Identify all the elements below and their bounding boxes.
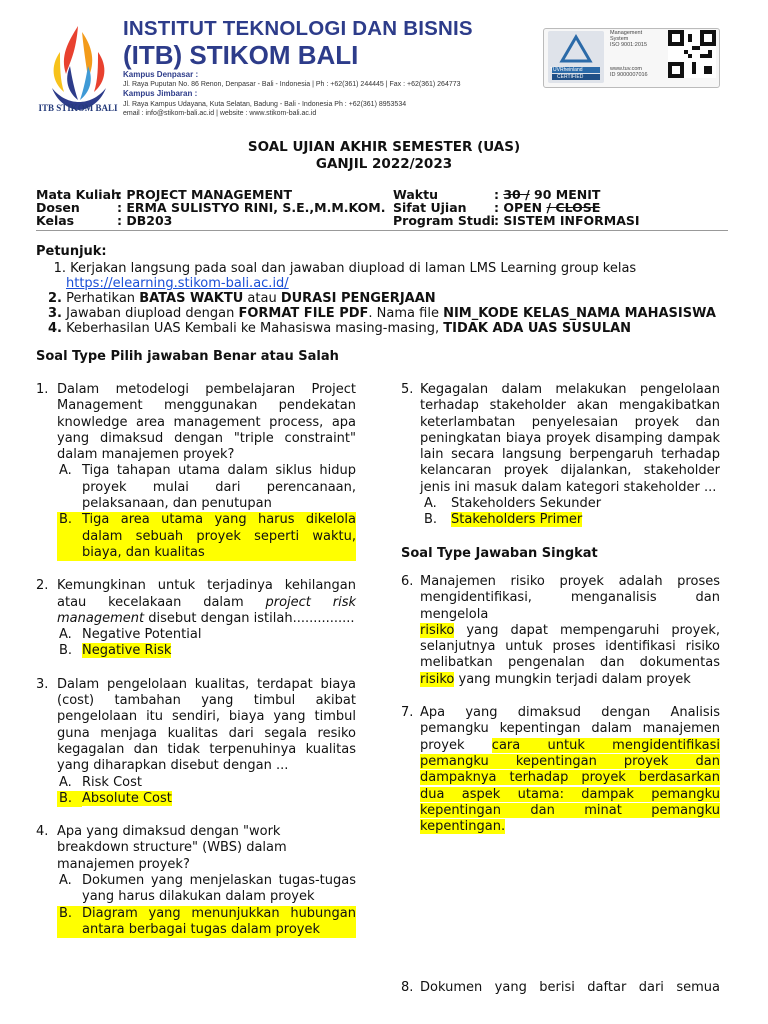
campus1-address: Jl. Raya Puputan No. 86 Renon, Denpasar - Bali - Indonesia | Ph : +62(361) 244445 | Fax : +62(361) 264773 [123, 81, 461, 89]
section-true-false-heading: Soal Type Pilih jawaban Benar atau Salah [36, 349, 339, 364]
instruction-1 [36, 261, 736, 276]
q2-option-a-label: A. [59, 627, 72, 643]
instruction-3-a: Jawaban diupload dengan [66, 306, 239, 321]
q2-option-b-label: B. [59, 643, 73, 659]
instruction-2 [36, 291, 736, 306]
instruction-4-a: Keberhasilan UAS Kembali ke Mahasiswa masing-masing, [66, 321, 444, 336]
cert-line2: System [610, 36, 629, 43]
instruction-4-b: TIDAK ADA UAS SUSULAN [443, 321, 632, 336]
instruction-2-a: Perhatikan [66, 291, 140, 306]
cert-site-info [610, 66, 648, 78]
cert-line1: Management [610, 30, 643, 36]
q4-option-b [57, 906, 356, 939]
instruction-2-c: atau [243, 291, 281, 306]
q5-text: Kegagalan dalam melakukan pengelolaan terhadap stakeholder akan mengakibatkan keterlambatan penyelesaian proyek dan peningkatan biaya proyek disamping dampak lain secara langsung berpengaruh terhadap kelancaran proyek dijalankan, stakeholder jenis ini masuk dalam kategori stakeholder ... [420, 382, 720, 495]
course-label: Mata Kuliah [36, 187, 120, 202]
q5-number: 5. [401, 382, 414, 397]
q7-text [420, 705, 720, 835]
q6-highlight-1: risiko [420, 622, 455, 638]
institution-name-line1: INSTITUT TEKNOLOGI DAN BISNIS [123, 17, 473, 40]
q3-option-b-label: B. [57, 791, 82, 807]
q2-text [57, 578, 356, 627]
q4-text: Apa yang dimaksud dengan "work breakdown structure" (WBS) dalam manajemen proyek? [57, 824, 287, 872]
right-column [401, 382, 720, 835]
q2-option-b-text: Negative Risk [82, 643, 172, 659]
tuv-certified-text: CERTIFIED [557, 74, 584, 80]
instruction-2-d: DURASI PENGERJAAN [280, 291, 436, 306]
q3-option-a-label: A. [59, 774, 72, 790]
q3-number: 3. [36, 676, 49, 692]
instruction-4 [36, 321, 736, 336]
q1-option-a [57, 463, 356, 512]
q5-option-a-text: Stakeholders Sekunder [451, 496, 602, 512]
instruction-3-num: 3. [48, 306, 62, 321]
instruction-3-d: NIM_KODE KELAS_NAMA MAHASISWA [443, 306, 716, 321]
instruction-1-text: Kerjakan langsung pada soal dan jawaban diupload di laman LMS Learning group kelas [70, 261, 637, 276]
instruction-1-num: 1. [53, 261, 66, 276]
campus2-label: Kampus Jimbaran : [123, 89, 198, 99]
q1-text: Dalam metodelogi pembelajaran Project Management menggunakan pendekatan knowledge area management process, apa yang dimaksud dengan "triple constraint" dalam manajemen proyek? [57, 382, 356, 463]
q1-option-a-text: Tiga tahapan utama dalam siklus hidup proyek mulai dari perencanaan, pelaksanaan, dan penutupan [82, 463, 356, 512]
tuv-badge-text: TÜVRheinland [550, 67, 583, 73]
nature-value: : OPEN [494, 200, 547, 215]
lecturer-label: Dosen [36, 200, 80, 215]
q4-option-a [57, 873, 356, 906]
q2-text-a: Kemungkinan untuk terjadinya kehilangan atau kecelakaan dalam [57, 578, 356, 610]
q7-number: 7. [401, 705, 414, 721]
program-label: Program Studi [393, 213, 495, 228]
q3-option-a-text: Risk Cost [82, 774, 142, 790]
q4-option-b-label: B. [57, 906, 82, 939]
nature-struck: / CLOSE [546, 200, 601, 215]
q5-option-b-label: B. [424, 512, 438, 528]
question-1 [36, 382, 356, 561]
instruction-3-c: . Nama file [368, 306, 444, 321]
instructions-heading: Petunjuk: [36, 244, 107, 259]
q2-option-b [57, 643, 356, 659]
q4-number: 4. [36, 824, 49, 840]
q1-option-b-text: Tiga area utama yang harus dikelola dalam sebuah proyek seperti waktu, biaya, dan kualitas [82, 512, 356, 560]
q2-number: 2. [36, 578, 49, 594]
cert-id: ID 9000007016 [610, 72, 648, 79]
q6-text-c: yang dapat mempengaruhi proyek, selanjutnya untuk proses identifikasi risiko melibatkan pengenalan dan dokumentas [420, 622, 720, 671]
time-value: 90 MENIT [529, 187, 601, 202]
instructions-list [36, 261, 736, 336]
question-2 [36, 578, 356, 659]
contact-info: email : info@stikom-bali.ac.id | website : www.stikom-bali.ac.id [123, 109, 317, 117]
instruction-2-num: 2. [48, 291, 62, 306]
class-value: : DB203 [117, 213, 173, 228]
instruction-2-b: BATAS WAKTU [139, 291, 244, 306]
section-short-answer-heading: Soal Type Jawaban Singkat [401, 545, 598, 561]
q3-text: Dalam pengelolaan kualitas, terdapat biaya (cost) tambahan yang timbul akibat pengelolaan itu sendiri, biaya yang timbul guna menjaga kualitas dari segala resiko kegagalan dan tidak terpenuhinya kualitas yang diharapkan disebut dengan ... [57, 676, 356, 774]
q1-option-a-label: A. [59, 463, 72, 479]
question-5 [401, 382, 720, 529]
q5-option-b [420, 512, 720, 528]
question-4 [36, 824, 356, 938]
instruction-3-b: FORMAT FILE PDF [238, 306, 369, 321]
q2-text-b: disebut dengan istilah............... [144, 610, 355, 626]
q3-option-a [57, 775, 356, 791]
q5-option-a [420, 496, 720, 512]
q5-option-b-text: Stakeholders Primer [451, 512, 583, 528]
time-struck: 30 / [503, 187, 530, 202]
question-6 [401, 574, 720, 688]
time-prefix: : [494, 187, 504, 202]
q8-text: Dokumen yang berisi daftar dari semua [420, 980, 720, 995]
q5-option-a-label: A. [424, 496, 437, 512]
question-7 [401, 705, 720, 835]
elearning-link[interactable]: https://elearning.stikom-bali.ac.id/ [66, 276, 289, 291]
q6-text-a: Manajemen risiko proyek adalah proses mengidentifikasi, menganalisis dan mengelola [420, 573, 720, 622]
q4-option-a-text: Dokumen yang menjelaskan tugas-tugas yang harus dilakukan dalam proyek [82, 873, 356, 905]
q3-option-b-text: Absolute Cost [82, 790, 172, 806]
left-column [36, 382, 356, 938]
cert-line3: ISO 9001:2015 [610, 42, 648, 49]
campus2-address: Jl. Raya Kampus Udayana, Kuta Selatan, Badung - Bali - Indonesia Ph : +62(361) 8953534 [123, 100, 407, 108]
cert-site: www.tuv.com [610, 66, 642, 72]
qr-code-icon [668, 30, 716, 78]
q7-answer-highlight: cara untuk mengidentifikasi pemangku kepentingan proyek dan dampaknya terhadap proyek berdasarkan dua aspek utama: dampak pemangku kepentingan dan minat pemangku kepentingan. [420, 737, 720, 835]
iso-info [610, 30, 647, 49]
q1-number: 1. [36, 382, 49, 397]
class-label: Kelas [36, 213, 75, 228]
course-value: : PROJECT MANAGEMENT [117, 187, 293, 202]
campus1-label: Kampus Denpasar : [123, 70, 199, 79]
question-3 [36, 677, 356, 807]
campus-info [123, 70, 461, 118]
institution-name-line2: (ITB) STIKOM BALI [123, 40, 359, 70]
question-8 [401, 980, 720, 996]
exam-title: SOAL UJIAN AKHIR SEMESTER (UAS) [247, 139, 521, 155]
instruction-4-num: 4. [48, 321, 62, 336]
q1-option-b-label: B. [57, 512, 82, 561]
q6-highlight-2: risiko [420, 671, 455, 687]
time-label: Waktu [393, 187, 438, 202]
q6-number: 6. [401, 573, 414, 589]
q8-number: 8. [401, 980, 414, 995]
q4-option-a-label: A. [59, 873, 72, 889]
q4-option-b-text: Diagram yang menunjukkan hubungan antara berbagai tugas dalam proyek [82, 905, 356, 937]
nature-label: Sifat Ujian [393, 200, 467, 215]
divider [36, 230, 728, 231]
program-value: : SISTEM INFORMASI [494, 213, 640, 228]
q1-option-b [57, 512, 356, 561]
instruction-3 [36, 306, 736, 321]
q6-text-d: yang mungkin terjadi dalam proyek [454, 671, 691, 687]
q7-text-a: Apa yang dimaksud dengan Analisis pemangku kepentingan dalam manajemen proyek [420, 705, 720, 753]
q2-option-a-text: Negative Potential [82, 627, 202, 643]
logo-caption: ITB STIKOM BALI [38, 103, 118, 113]
q2-option-a [57, 627, 356, 643]
q2-text-italic: project risk management [57, 594, 356, 626]
q6-text-b [420, 623, 720, 688]
q3-option-b [57, 791, 356, 807]
exam-subtitle: GANJIL 2022/2023 [315, 156, 453, 172]
lecturer-value: : ERMA SULISTYO RINI, S.E.,M.M.KOM. [117, 200, 386, 215]
